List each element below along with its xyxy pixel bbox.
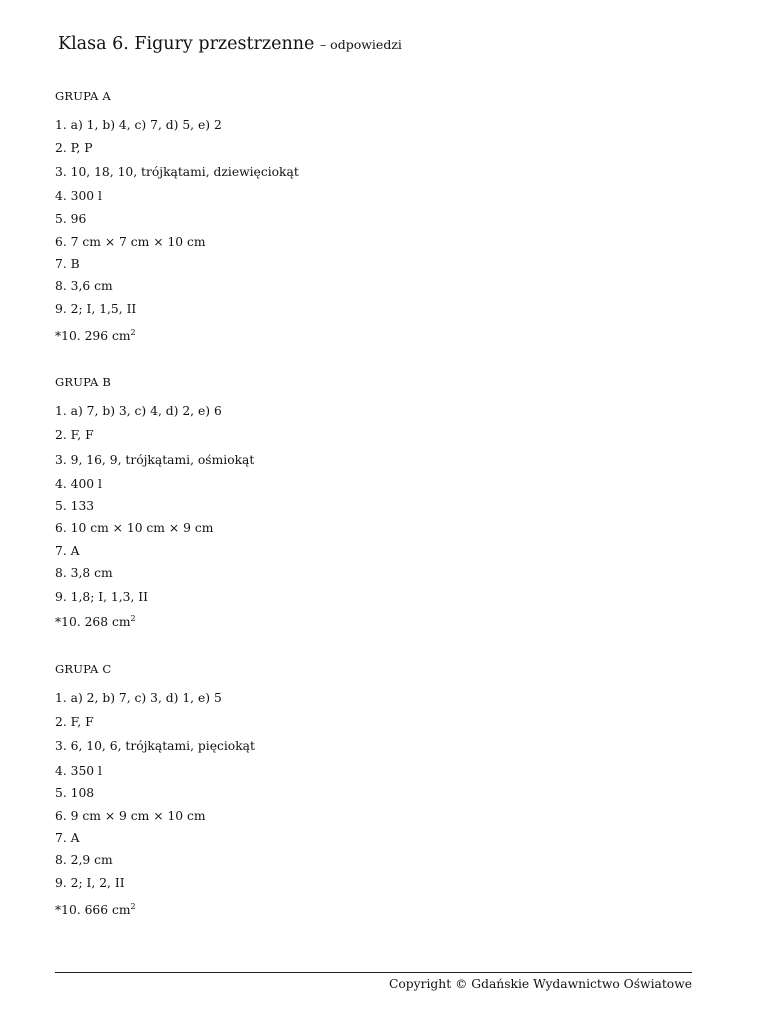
group-c-answer-7: 7. A — [55, 831, 80, 845]
group-b-answer-6: 6. 10 cm × 10 cm × 9 cm — [55, 521, 214, 535]
group-c-answer-3: 3. 6, 10, 6, trójkątami, pięciokąt — [55, 739, 255, 753]
group-c-answer-6: 6. 9 cm × 9 cm × 10 cm — [55, 809, 206, 823]
group-a-answer-7: 7. B — [55, 257, 80, 271]
group-a-answer-2: 2. P, P — [55, 141, 93, 155]
group-c-answer-1: 1. a) 2, b) 7, c) 3, d) 1, e) 5 — [55, 691, 222, 705]
group-c-label: GRUPA C — [55, 662, 112, 676]
page-title — [58, 34, 402, 54]
group-c-answer-5: 5. 108 — [55, 786, 95, 800]
group-c-answer-8: 8. 2,9 cm — [55, 853, 113, 867]
group-a-answer-3: 3. 10, 18, 10, trójkątami, dziewięciokąt — [55, 165, 299, 179]
title-text: Klasa 6. Figury przestrzenne — [58, 34, 315, 54]
group-a-answer-10-exponent: 2 — [130, 328, 136, 337]
group-c-answer-2: 2. F, F — [55, 715, 94, 729]
group-c-answer-10-exponent: 2 — [130, 902, 136, 911]
group-b-answer-7: 7. A — [55, 544, 80, 558]
title-subtitle: – odpowiedzi — [319, 37, 402, 52]
footer-divider — [55, 972, 692, 973]
group-a-label: GRUPA A — [55, 89, 111, 103]
group-c-answer-9: 9. 2; I, 2, II — [55, 876, 125, 890]
group-b-answer-2: 2. F, F — [55, 428, 94, 442]
copyright-notice: Copyright © Gdańskie Wydawnictwo Oświatowe — [388, 977, 692, 991]
group-c-answer-10-text: *10. 666 cm — [55, 903, 131, 917]
group-a-answer-5: 5. 96 — [55, 212, 87, 226]
group-b-answer-10 — [55, 615, 136, 629]
group-a-answer-1: 1. a) 1, b) 4, c) 7, d) 5, e) 2 — [55, 118, 222, 132]
group-a-answer-4: 4. 300 l — [55, 189, 102, 203]
group-a-answer-10-text: *10. 296 cm — [55, 329, 131, 343]
group-b-label: GRUPA B — [55, 375, 112, 389]
group-b-answer-5: 5. 133 — [55, 499, 95, 513]
group-b-answer-8: 8. 3,8 cm — [55, 566, 113, 580]
group-a-answer-6: 6. 7 cm × 7 cm × 10 cm — [55, 235, 206, 249]
group-b-answer-10-text: *10. 268 cm — [55, 615, 131, 629]
group-b-answer-9: 9. 1,8; I, 1,3, II — [55, 590, 149, 604]
group-a-answer-10 — [55, 329, 136, 343]
group-a-answer-8: 8. 3,6 cm — [55, 279, 113, 293]
group-b-answer-1: 1. a) 7, b) 3, c) 4, d) 2, e) 6 — [55, 404, 222, 418]
group-b-answer-3: 3. 9, 16, 9, trójkątami, ośmiokąt — [55, 453, 255, 467]
group-a-answer-9: 9. 2; I, 1,5, II — [55, 302, 137, 316]
group-b-answer-10-exponent: 2 — [130, 614, 136, 623]
group-c-answer-10 — [55, 903, 136, 917]
group-c-answer-4: 4. 350 l — [55, 764, 102, 778]
group-b-answer-4: 4. 400 l — [55, 477, 102, 491]
